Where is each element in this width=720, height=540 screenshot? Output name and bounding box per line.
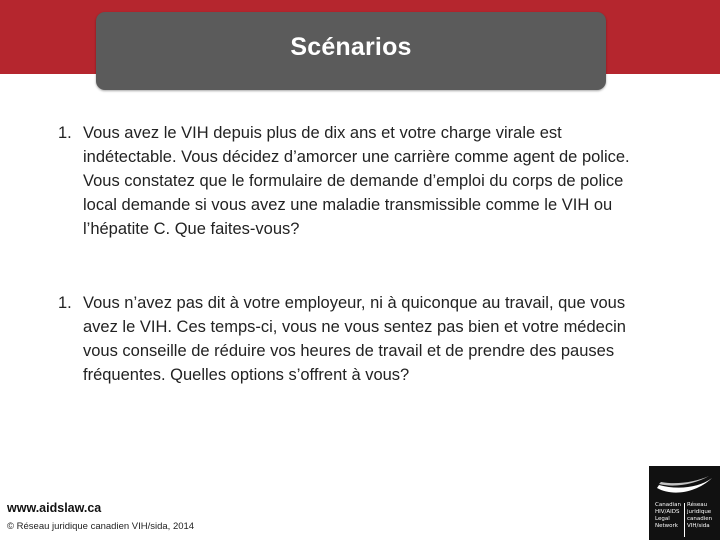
organization-logo — [649, 466, 720, 540]
logo-text-english — [655, 502, 681, 530]
scenario-number: 1. — [58, 124, 72, 142]
scenario-item — [58, 121, 658, 241]
scenario-number: 1. — [58, 294, 72, 312]
logo-divider — [684, 503, 685, 537]
scenario-list-1 — [58, 121, 658, 241]
logo-line: canadien — [687, 516, 713, 522]
logo-line: VIH/sida — [687, 523, 710, 529]
scenario-item — [58, 291, 658, 387]
logo-line: Network — [655, 523, 678, 529]
logo-text-french — [687, 502, 712, 530]
logo-line: Canadian — [655, 502, 681, 508]
slide-title: Scénarios — [290, 32, 412, 61]
logo-line: Réseau — [687, 502, 708, 508]
scenario-text: Vous avez le VIH depuis plus de dix ans et votre charge virale est indétectable. Vous décidez d’amorcer une carrière comme agent de police. Vous constatez que le formulaire de demande d’emploi du corps de police local demande si vous avez une maladie transmissible comme le VIH ou l’hépatite C. Que faites-vous? — [83, 124, 630, 238]
logo-line: Legal — [655, 516, 670, 522]
title-box — [96, 12, 606, 90]
footer-copyright: © Réseau juridique canadien VIH/sida, 2014 — [7, 521, 195, 532]
footer-url[interactable]: www.aidslaw.ca — [7, 501, 102, 515]
logo-line: juridique — [687, 509, 712, 515]
scenario-text: Vous n’avez pas dit à votre employeur, ni à quiconque au travail, que vous avez le VIH. Ces temps-ci, vous ne vous sentez pas bien et votre médecin vous conseille de réduire vos heures de travail et de prendre des pauses fréquentes. Quelles options s’offrent à vous? — [83, 294, 626, 384]
logo-line: HIV/AIDS — [655, 509, 680, 515]
swoosh-logo-icon — [655, 472, 714, 498]
scenario-list-2 — [58, 291, 658, 387]
